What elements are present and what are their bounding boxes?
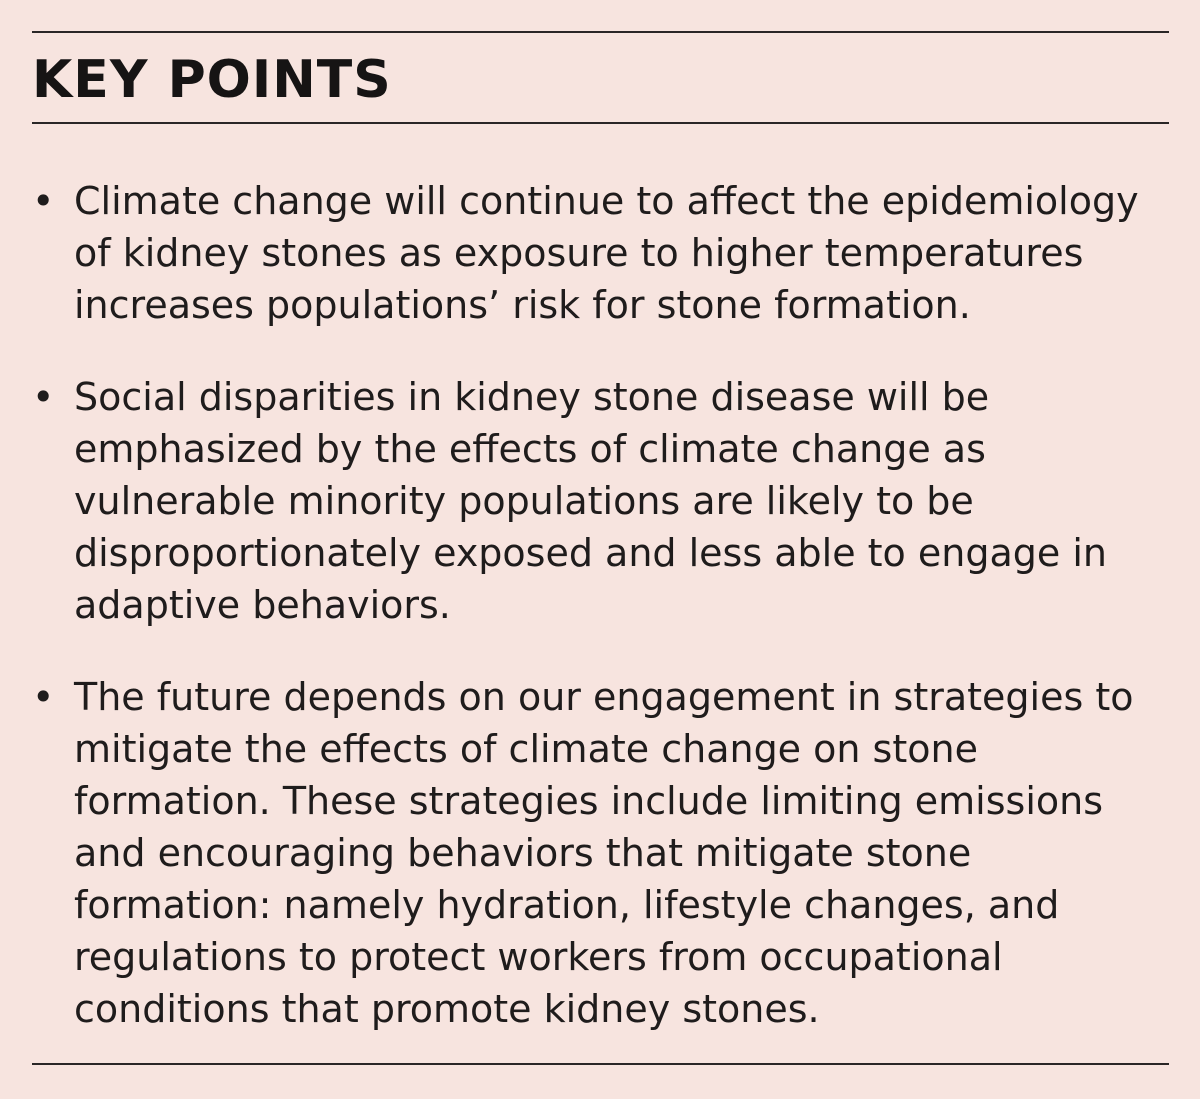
key-point-2 [32, 371, 1172, 631]
bottom-divider [32, 1063, 1169, 1065]
key-points-list [32, 175, 1172, 1035]
key-point-line: increases populations’ risk for stone formation. [74, 283, 971, 327]
key-point-line: of kidney stones as exposure to higher temperatures [74, 231, 1084, 275]
key-point-line: adaptive behaviors. [74, 583, 451, 627]
heading-divider [32, 122, 1169, 124]
key-point-line: disproportionately exposed and less able to engage in [74, 531, 1107, 575]
top-divider [32, 31, 1169, 33]
section-heading: KEY POINTS [32, 50, 392, 110]
bullet-icon: • [32, 179, 55, 223]
key-point-line: formation. These strategies include limiting emissions [74, 779, 1104, 823]
key-point-line: The future depends on our engagement in strategies to [74, 675, 1134, 719]
key-point-3 [32, 671, 1172, 1035]
key-point-line: emphasized by the effects of climate change as [74, 427, 986, 471]
key-point-line: mitigate the effects of climate change on stone [74, 727, 978, 771]
key-point-line: Social disparities in kidney stone disease will be [74, 375, 990, 419]
key-point-line: conditions that promote kidney stones. [74, 987, 820, 1031]
key-point-line: regulations to protect workers from occupational [74, 935, 1003, 979]
key-point-line: and encouraging behaviors that mitigate stone [74, 831, 972, 875]
key-point-1 [32, 175, 1172, 331]
key-point-line: Climate change will continue to affect the epidemiology [74, 179, 1139, 223]
bullet-icon: • [32, 375, 55, 419]
key-point-line: formation: namely hydration, lifestyle changes, and [74, 883, 1060, 927]
bullet-icon: • [32, 675, 55, 719]
key-point-line: vulnerable minority populations are likely to be [74, 479, 974, 523]
